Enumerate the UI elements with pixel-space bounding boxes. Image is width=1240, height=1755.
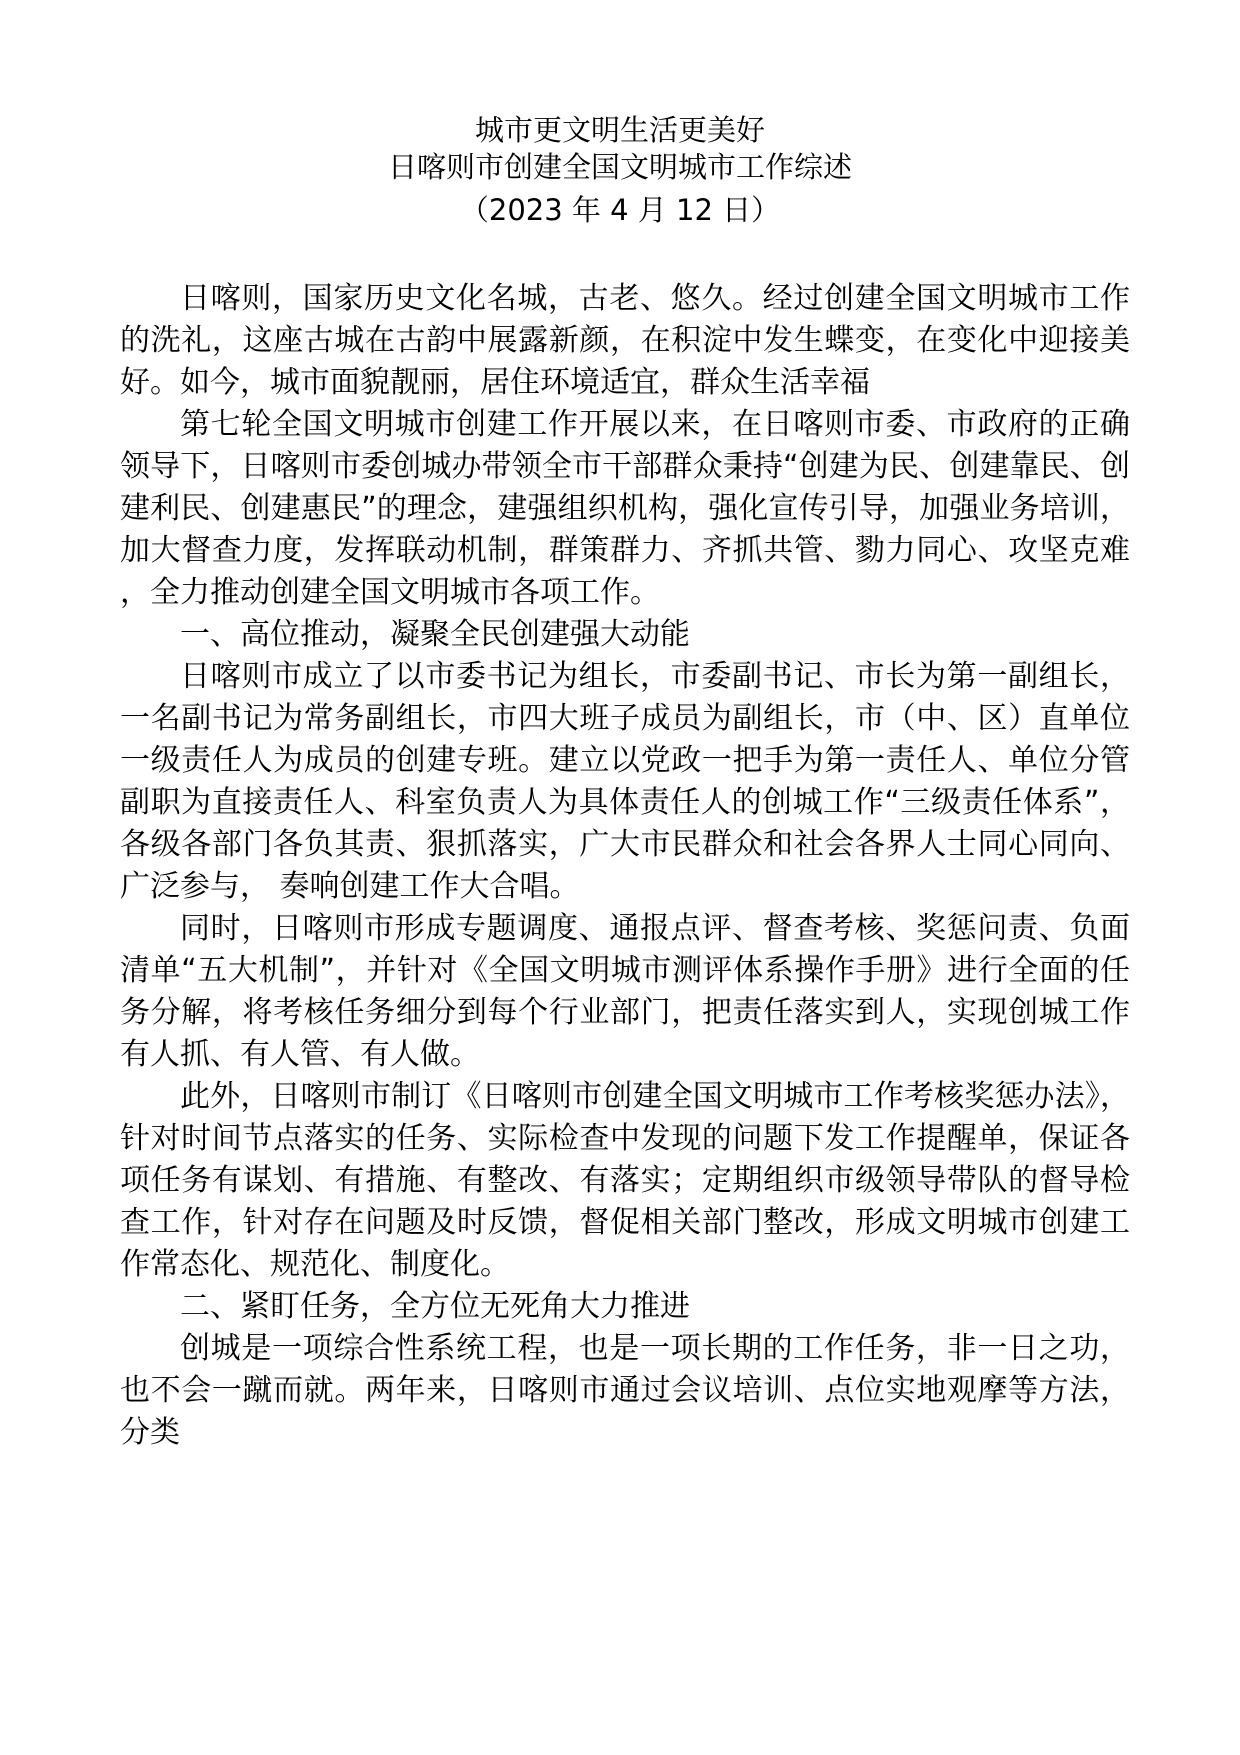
paragraph-regulations: 此外，日喀则市制订《日喀则市创建全国文明城市工作考核奖惩办法》，针对时间节点落实的任务、实际检查中发现的问题下发工作提醒单，保证各项任务有谋划、有措施、有整改、有落实；定期组织市级领导带队的督导检查工作，针对存在问题及时反馈，督促相关部门整改，形成文明城市创建工作常态化、规范化、制度化。	[120, 1079, 1130, 1282]
paragraph-mechanisms: 同时，日喀则市形成专题调度、通报点评、督查考核、奖惩问责、负面清单“五大机制”，并针对《全国文明城市测评体系操作手册》进行全面的任务分解，将考核任务细分到每个行业部门，把责任落实到人，实现创城工作有人抓、有人管、有人做。	[120, 911, 1130, 1072]
document-subtitle: 日喀则市创建全国文明城市工作综述	[387, 150, 852, 184]
paragraph-organization: 日喀则市成立了以市委书记为组长，市委副书记、市长为第一副组长，一名副书记为常务副组长，市四大班子成员为副组长，市（中、区）直单位一级责任人为成员的创建专班。建立以党政一把手为第一责任人、单位分管副职为直接责任人、科室负责人为具体责任人的创城工作“三级责任体系”，各级各部门各负其责、狠抓落实，广大市民群众和社会各界人士同心同向、广泛参与， 奏响创建工作大合唱。	[120, 659, 1130, 904]
title-block	[0, 112, 1240, 229]
paragraph-intro: 日喀则，国家历史文化名城，古老、悠久。经过创建全国文明城市工作的洗礼，这座古城在古韵中展露新颜，在积淀中发生蝶变，在变化中迎接美好。如今，城市面貌靓丽，居住环境适宜，群众生活幸福	[120, 281, 1130, 400]
paragraph-background: 第七轮全国文明城市创建工作开展以来，在日喀则市委、市政府的正确领导下，日喀则市委创城办带领全市干部群众秉持“创建为民、创建靠民、创建利民、创建惠民”的理念，建强组织机构，强化宣传引导，加强业务培训，加大督查力度，发挥联动机制，群策群力、齐抓共管、勠力同心、攻坚克难，全力推动创建全国文明城市各项工作。	[120, 407, 1130, 610]
document-date: （2023 年 4 月 12 日）	[459, 193, 781, 227]
document-title: 城市更文明生活更美好	[474, 113, 765, 147]
section-heading-2: 二、紧盯任务，全方位无死角大力推进	[180, 1289, 690, 1324]
document-body	[120, 278, 1130, 1454]
section-heading-1: 一、高位推动，凝聚全民创建强大动能	[180, 617, 690, 652]
paragraph-ongoing: 创城是一项综合性系统工程，也是一项长期的工作任务，非一日之功，也不会一蹴而就。两年来，日喀则市通过会议培训、点位实地观摩等方法，分类	[120, 1331, 1130, 1450]
